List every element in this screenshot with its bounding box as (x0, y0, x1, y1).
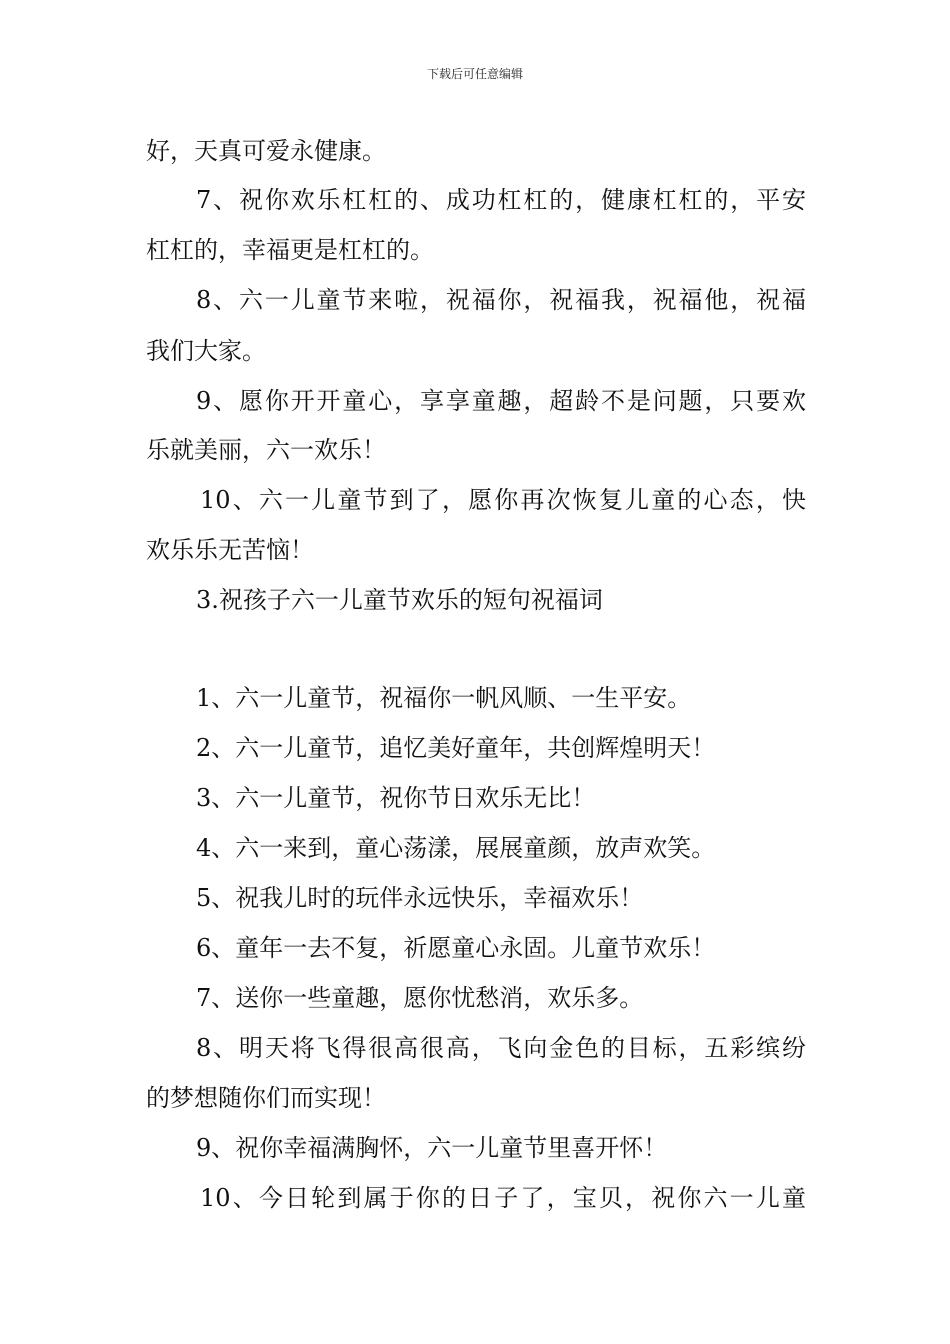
list-item: 8、明天将飞得很高很高，飞向金色的目标，五彩缤纷 (196, 1034, 806, 1062)
list-item: 1、六一儿童节，祝福你一帆风顺、一生平安。 (196, 684, 692, 712)
text-line: 9、愿你开开童心，享享童趣，超龄不是问题，只要欢 (196, 387, 806, 415)
text-line: 杠杠的，幸福更是杠杠的。 (146, 236, 434, 264)
list-item: 7、送你一些童趣，愿你忧愁消，欢乐多。 (196, 984, 644, 1012)
list-item-continuation: 的梦想随你们而实现！ (146, 1084, 386, 1112)
list-item: 9、祝你幸福满胸怀，六一儿童节里喜开怀！ (196, 1134, 668, 1162)
list-item: 2、六一儿童节，追忆美好童年，共创辉煌明天！ (196, 734, 716, 762)
page-header: 下载后可任意编辑 (426, 67, 523, 81)
list-item: 10、今日轮到属于你的日子了，宝贝，祝你六一儿童 (200, 1184, 806, 1212)
list-item: 3、六一儿童节，祝你节日欢乐无比！ (196, 784, 596, 812)
section-heading: 3.祝孩子六一儿童节欢乐的短句祝福词 (196, 586, 603, 614)
text-line: 8、六一儿童节来啦，祝福你，祝福我，祝福他，祝福 (196, 286, 806, 314)
list-item: 5、祝我儿时的玩伴永远快乐，幸福欢乐！ (196, 884, 644, 912)
text-line: 乐就美丽，六一欢乐！ (146, 436, 386, 464)
text-line: 欢乐乐无苦恼！ (146, 536, 314, 564)
list-item: 6、童年一去不复，祈愿童心永固。儿童节欢乐！ (196, 934, 716, 962)
text-line: 好，天真可爱永健康。 (146, 137, 386, 165)
text-line: 我们大家。 (146, 337, 266, 365)
text-line: 10、六一儿童节到了，愿你再次恢复儿童的心态，快 (200, 486, 806, 514)
text-line: 7、祝你欢乐杠杠的、成功杠杠的，健康杠杠的，平安 (196, 186, 806, 214)
list-item: 4、六一来到，童心荡漾，展展童颜，放声欢笑。 (196, 834, 716, 862)
